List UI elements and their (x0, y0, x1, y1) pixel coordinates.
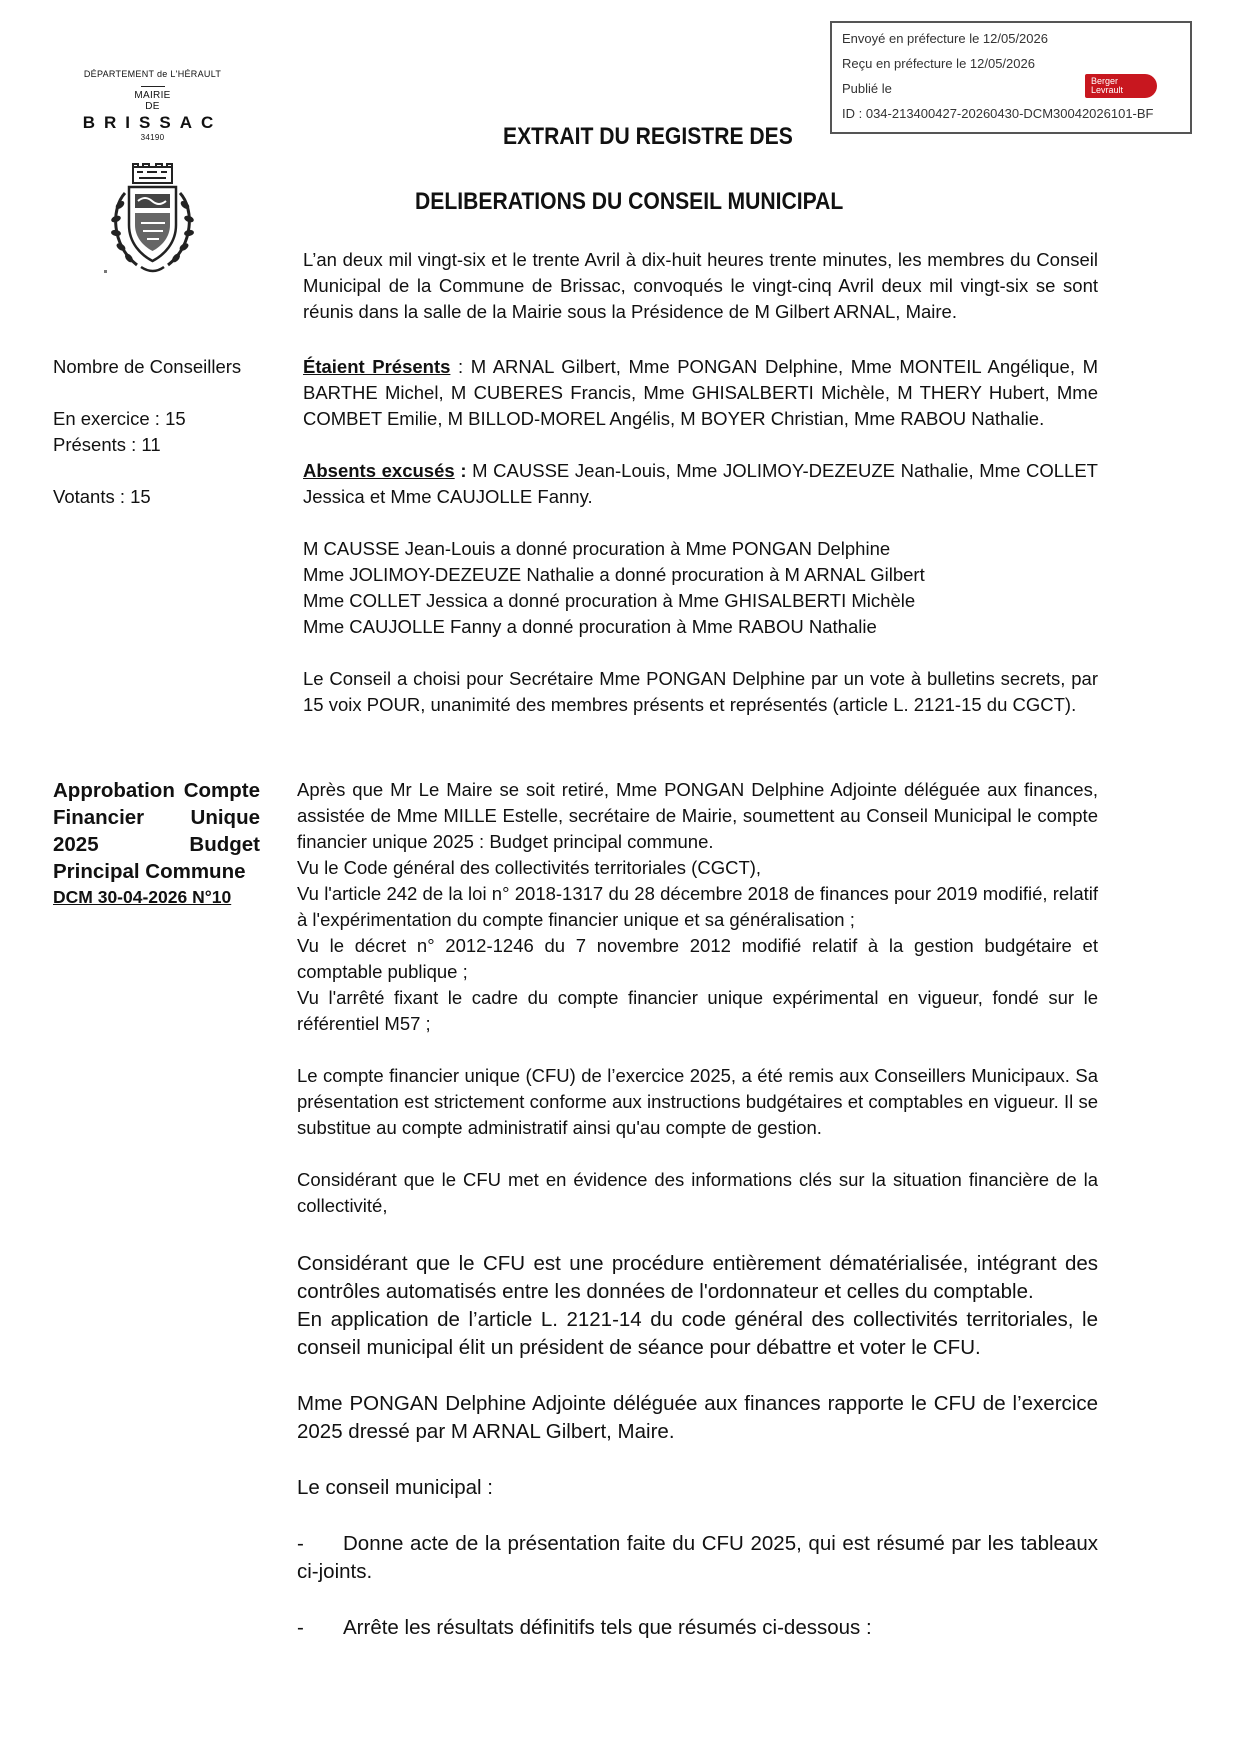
postcode: 34190 (140, 133, 165, 142)
proxy-item: Mme COLLET Jessica a donné procuration à Mme GHISALBERTI Michèle (303, 590, 916, 611)
item-title-last: Principal Commune (53, 860, 246, 883)
considerant-1: Considérant que le CFU met en évidence des informations clés sur la situation financière de la collectivité, (297, 1169, 1098, 1216)
item-reference: DCM 30-04-2026 N°10 (53, 887, 232, 907)
stamp-received: Reçu en préfecture le 12/05/2026 (842, 56, 1035, 71)
bullet-arrete: - Arrête les résultats définitifs tels que résumés ci-dessous : (297, 1616, 872, 1639)
presents-paragraph: Étaient Présents : M ARNAL Gilbert, Mme PONGAN Delphine, Mme MONTEIL Angélique, M BARTHE Michel, M CUBERES Francis, Mme GHISALBERTI Michèle, M THERY Hubert, Mme COMBET Emilie, M BILLOD-MOREL Angélis, M BOYER Christian, Mme RABOU Nathalie. (303, 356, 1098, 429)
proxy-item: M CAUSSE Jean-Louis a donné procuration à Mme PONGAN Delphine (303, 538, 891, 559)
presents-label: Étaient Présents (303, 356, 451, 377)
item-intro: Après que Mr Le Maire se soit retiré, Mme PONGAN Delphine Adjointe déléguée aux finances, assistée de Mme MILLE Estelle, secrétaire de Mairie, soumettent au Conseil Municipal le compte financier unique 2025 : Budget principal commune. (297, 779, 1098, 852)
vu-article-242: Vu l'article 242 de la loi n° 2018-1317 du 28 décembre 2018 de finances pour 2019 modifié, relatif à l'expérimentation du compte financier unique et sa généralisation ; (297, 883, 1098, 930)
coat-of-arms-icon (105, 163, 200, 275)
bullet-donne-acte: - Donne acte de la présentation faite du CFU 2025, qui est résumé par les tableaux ci-joints. (297, 1532, 1098, 1583)
dot-mark (104, 270, 107, 273)
proxy-item: Mme JOLIMOY-DEZEUZE Nathalie a donné procuration à M ARNAL Gilbert (303, 564, 925, 585)
application-paragraph: En application de l’article L. 2121-14 du code général des collectivités territoriales, le conseil municipal élit un président de séance pour débattre et voter le CFU. (297, 1308, 1098, 1359)
absents-paragraph: Absents excusés : M CAUSSE Jean-Louis, Mme JOLIMOY-DEZEUZE Nathalie, Mme COLLET Jessica et Mme CAUJOLLE Fanny. (303, 460, 1098, 507)
town-name: BRISSAC (82, 113, 223, 132)
mairie-label: MAIRIE (134, 90, 171, 101)
mairie-header (70, 69, 235, 142)
count-votants: Votants : 15 (53, 486, 151, 507)
conseil-label: Le conseil municipal : (297, 1476, 493, 1499)
title-line-2: DELIBERATIONS DU CONSEIL MUNICIPAL (415, 188, 844, 215)
header-divider (141, 86, 165, 87)
considerant-2: Considérant que le CFU est une procédure entièrement dématérialisée, intégrant des contrôles automatisés entre les données de l'ordonnateur et celles du comptable. (297, 1252, 1098, 1303)
item-title-block: Approbation Compte Financier Unique 2025 Budget Principal Commune DCM 30-04-2026 N°10 (53, 779, 260, 907)
count-heading: Nombre de Conseillers (53, 356, 242, 377)
vu-arrete: Vu l'arrêté fixant le cadre du compte financier unique expérimental en vigueur, fondé sur le référentiel M57 ; (297, 987, 1098, 1034)
absents-label: Absents excusés (303, 460, 455, 481)
vu-decret: Vu le décret n° 2012-1246 du 7 novembre 2012 modifié relatif à la gestion budgétaire et comptable publique ; (297, 935, 1098, 982)
stamp-sent: Envoyé en préfecture le 12/05/2026 (842, 31, 1048, 46)
council-counts (53, 354, 263, 510)
vu-cgct: Vu le Code général des collectivités territoriales (CGCT), (297, 857, 762, 878)
proxy-list (303, 536, 1098, 640)
stamp-id: ID : 034-213400427-20260430-DCM30042026101-BF (842, 106, 1154, 121)
item-body (297, 777, 1098, 1219)
intro-paragraph: L’an deux mil vingt-six et le trente Avril à dix-huit heures trente minutes, les membres du Conseil Municipal de la Commune de Brissac, convoqués le vingt-cinq Avril deux mil vingt-six se sont réunis dans la salle de la Mairie sous la Présidence de M Gilbert ARNAL, Maire. (303, 249, 1098, 322)
count-exercice: En exercice : 15 (53, 408, 186, 429)
de-label: DE (145, 101, 160, 112)
stamp-published: Publié le (842, 81, 892, 96)
department-label: DÉPARTEMENT de L'HÉRAULT (83, 69, 222, 79)
count-presents: Présents : 11 (53, 434, 161, 455)
title-line-1: EXTRAIT DU REGISTRE DES (503, 123, 793, 150)
secretary-paragraph: Le Conseil a choisi pour Secrétaire Mme PONGAN Delphine par un vote à bulletins secrets, par 15 voix POUR, unanimité des membres présents et représentés (article L. 2121-15 du CGCT). (303, 668, 1098, 715)
berger-levrault-logo: Berger Levrault (1085, 74, 1157, 98)
cfu-paragraph: Le compte financier unique (CFU) de l’exercice 2025, a été remis aux Conseillers Municipaux. Sa présentation est strictement conforme aux instructions budgétaires et comptables en vigueur. Il se substitue au compte administratif ainsi qu'au compte de gestion. (297, 1065, 1098, 1138)
rapport-paragraph: Mme PONGAN Delphine Adjointe déléguée aux finances rapporte le CFU de l’exercice 2025 dressé par M ARNAL Gilbert, Maire. (297, 1392, 1098, 1443)
prefecture-stamp (830, 21, 1192, 134)
proxy-item: Mme CAUJOLLE Fanny a donné procuration à Mme RABOU Nathalie (303, 616, 877, 637)
attendance-section (303, 354, 1098, 718)
item-body-continued (297, 1250, 1098, 1642)
